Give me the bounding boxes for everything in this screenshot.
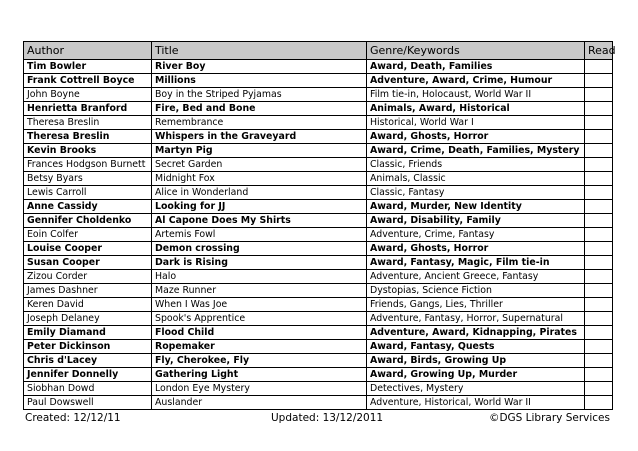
genre-cell: Dystopias, Science Fiction [367, 284, 585, 298]
read-checkbox-cell[interactable] [585, 270, 613, 284]
title-cell: Alice in Wonderland [152, 186, 367, 200]
read-checkbox-cell[interactable] [585, 354, 613, 368]
title-cell: Midnight Fox [152, 172, 367, 186]
author-cell: John Boyne [24, 88, 152, 102]
read-checkbox-cell[interactable] [585, 214, 613, 228]
table-row [24, 130, 613, 144]
table-row [24, 396, 613, 410]
title-cell: Boy in the Striped Pyjamas [152, 88, 367, 102]
table-row [24, 88, 613, 102]
table-row [24, 256, 613, 270]
genre-cell: Award, Birds, Growing Up [367, 354, 585, 368]
table-row [24, 354, 613, 368]
genre-cell: Award, Ghosts, Horror [367, 130, 585, 144]
genre-cell: Award, Crime, Death, Families, Mystery [367, 144, 585, 158]
title-cell: Artemis Fowl [152, 228, 367, 242]
genre-cell: Friends, Gangs, Lies, Thriller [367, 298, 585, 312]
header-read: Read [585, 42, 613, 60]
genre-cell: Award, Disability, Family [367, 214, 585, 228]
author-cell: Siobhan Dowd [24, 382, 152, 396]
read-checkbox-cell[interactable] [585, 368, 613, 382]
read-checkbox-cell[interactable] [585, 130, 613, 144]
header-title: Title [152, 42, 367, 60]
read-checkbox-cell[interactable] [585, 186, 613, 200]
genre-cell: Adventure, Award, Kidnapping, Pirates [367, 326, 585, 340]
table-row [24, 214, 613, 228]
title-cell: Looking for JJ [152, 200, 367, 214]
genre-cell: Award, Fantasy, Magic, Film tie-in [367, 256, 585, 270]
genre-cell: Animals, Award, Historical [367, 102, 585, 116]
read-checkbox-cell[interactable] [585, 60, 613, 74]
table-row [24, 340, 613, 354]
copyright-notice: ©DGS Library Services [488, 412, 610, 424]
read-checkbox-cell[interactable] [585, 284, 613, 298]
author-cell: Keren David [24, 298, 152, 312]
read-checkbox-cell[interactable] [585, 228, 613, 242]
genre-cell: Award, Murder, New Identity [367, 200, 585, 214]
genre-cell: Classic, Friends [367, 158, 585, 172]
header-genre: Genre/Keywords [367, 42, 585, 60]
author-cell: James Dashner [24, 284, 152, 298]
read-checkbox-cell[interactable] [585, 340, 613, 354]
read-checkbox-cell[interactable] [585, 74, 613, 88]
read-checkbox-cell[interactable] [585, 116, 613, 130]
table-row [24, 186, 613, 200]
author-cell: Frances Hodgson Burnett [24, 158, 152, 172]
author-cell: Susan Cooper [24, 256, 152, 270]
genre-cell: Adventure, Crime, Fantasy [367, 228, 585, 242]
author-cell: Eoin Colfer [24, 228, 152, 242]
title-cell: Gathering Light [152, 368, 367, 382]
read-checkbox-cell[interactable] [585, 242, 613, 256]
table-row [24, 74, 613, 88]
table-row [24, 116, 613, 130]
genre-cell: Detectives, Mystery [367, 382, 585, 396]
title-cell: Auslander [152, 396, 367, 410]
table-row [24, 368, 613, 382]
read-checkbox-cell[interactable] [585, 88, 613, 102]
read-checkbox-cell[interactable] [585, 256, 613, 270]
author-cell: Gennifer Choldenko [24, 214, 152, 228]
title-cell: River Boy [152, 60, 367, 74]
genre-cell: Film tie-in, Holocaust, World War II [367, 88, 585, 102]
genre-cell: Adventure, Award, Crime, Humour [367, 74, 585, 88]
genre-cell: Adventure, Ancient Greece, Fantasy [367, 270, 585, 284]
title-cell: Fly, Cherokee, Fly [152, 354, 367, 368]
author-cell: Frank Cottrell Boyce [24, 74, 152, 88]
genre-cell: Award, Growing Up, Murder [367, 368, 585, 382]
author-cell: Henrietta Branford [24, 102, 152, 116]
read-checkbox-cell[interactable] [585, 200, 613, 214]
table-row [24, 298, 613, 312]
genre-cell: Animals, Classic [367, 172, 585, 186]
table-row [24, 312, 613, 326]
title-cell: Fire, Bed and Bone [152, 102, 367, 116]
table-row [24, 326, 613, 340]
title-cell: Secret Garden [152, 158, 367, 172]
table-row [24, 102, 613, 116]
table-row [24, 158, 613, 172]
read-checkbox-cell[interactable] [585, 144, 613, 158]
read-checkbox-cell[interactable] [585, 102, 613, 116]
table-row [24, 284, 613, 298]
genre-cell: Classic, Fantasy [367, 186, 585, 200]
author-cell: Theresa Breslin [24, 116, 152, 130]
read-checkbox-cell[interactable] [585, 326, 613, 340]
author-cell: Zizou Corder [24, 270, 152, 284]
read-checkbox-cell[interactable] [585, 312, 613, 326]
author-cell: Peter Dickinson [24, 340, 152, 354]
author-cell: Kevin Brooks [24, 144, 152, 158]
author-cell: Betsy Byars [24, 172, 152, 186]
title-cell: Millions [152, 74, 367, 88]
read-checkbox-cell[interactable] [585, 158, 613, 172]
table-row [24, 172, 613, 186]
title-cell: Martyn Pig [152, 144, 367, 158]
genre-cell: Award, Ghosts, Horror [367, 242, 585, 256]
genre-cell: Adventure, Fantasy, Horror, Supernatural [367, 312, 585, 326]
genre-cell: Award, Fantasy, Quests [367, 340, 585, 354]
table-row [24, 228, 613, 242]
book-list-table [23, 41, 616, 410]
read-checkbox-cell[interactable] [585, 382, 613, 396]
author-cell: Chris d'Lacey [24, 354, 152, 368]
title-cell: When I Was Joe [152, 298, 367, 312]
read-checkbox-cell[interactable] [585, 172, 613, 186]
title-cell: London Eye Mystery [152, 382, 367, 396]
genre-cell: Adventure, Historical, World War II [367, 396, 585, 410]
read-checkbox-cell[interactable] [585, 298, 613, 312]
header-author: Author [24, 42, 152, 60]
title-cell: Dark is Rising [152, 256, 367, 270]
table-row [24, 270, 613, 284]
table-row [24, 242, 613, 256]
updated-date: Updated: 13/12/2011 [271, 412, 384, 424]
table-row [24, 144, 613, 158]
author-cell: Theresa Breslin [24, 130, 152, 144]
author-cell: Paul Dowswell [24, 396, 152, 410]
table-header-row [24, 42, 613, 60]
title-cell: Flood Child [152, 326, 367, 340]
table-row [24, 382, 613, 396]
title-cell: Al Capone Does My Shirts [152, 214, 367, 228]
title-cell: Spook's Apprentice [152, 312, 367, 326]
title-cell: Halo [152, 270, 367, 284]
title-cell: Remembrance [152, 116, 367, 130]
title-cell: Demon crossing [152, 242, 367, 256]
author-cell: Lewis Carroll [24, 186, 152, 200]
title-cell: Whispers in the Graveyard [152, 130, 367, 144]
genre-cell: Award, Death, Families [367, 60, 585, 74]
created-date: Created: 12/12/11 [25, 412, 121, 424]
author-cell: Joseph Delaney [24, 312, 152, 326]
title-cell: Maze Runner [152, 284, 367, 298]
table-row [24, 200, 613, 214]
read-checkbox-cell[interactable] [585, 396, 613, 410]
author-cell: Anne Cassidy [24, 200, 152, 214]
genre-cell: Historical, World War I [367, 116, 585, 130]
author-cell: Tim Bowler [24, 60, 152, 74]
author-cell: Emily Diamand [24, 326, 152, 340]
author-cell: Jennifer Donnelly [24, 368, 152, 382]
title-cell: Ropemaker [152, 340, 367, 354]
author-cell: Louise Cooper [24, 242, 152, 256]
table-row [24, 60, 613, 74]
